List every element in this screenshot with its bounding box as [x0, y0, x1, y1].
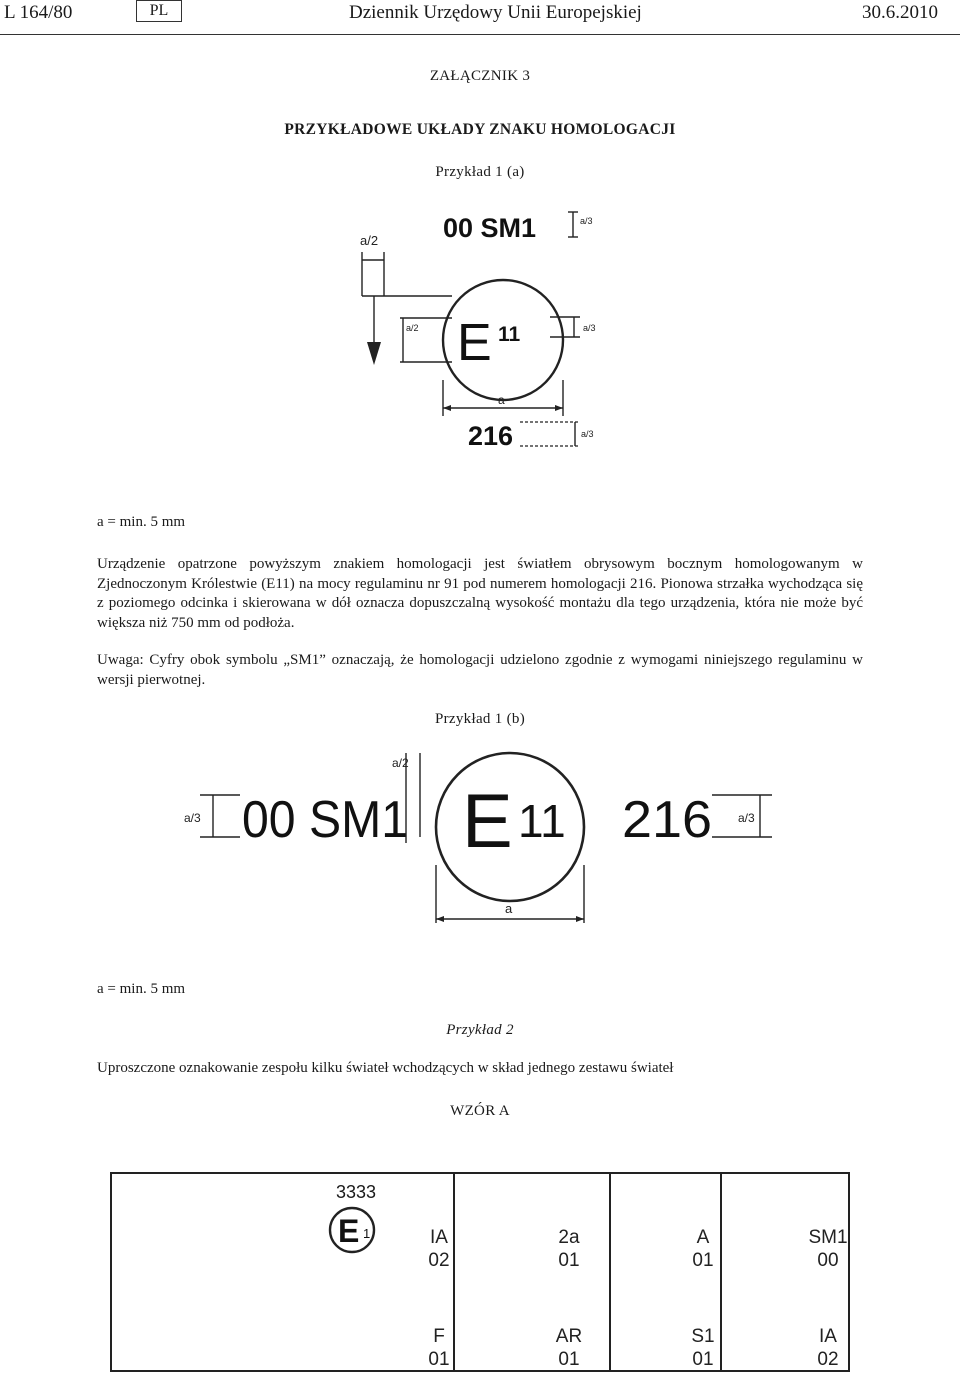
- top-cell-1: IA 02: [428, 1227, 450, 1271]
- top-cell-4: SM1 00: [808, 1227, 848, 1271]
- example-1a-min-size: a = min. 5 mm: [97, 514, 186, 530]
- bottom-cell-1: F 01: [428, 1326, 450, 1370]
- language-code: PL: [136, 0, 182, 22]
- top-cell-3: A 01: [692, 1227, 714, 1271]
- fig1a-bottom-label: 216: [468, 421, 514, 451]
- fig1a-top-right-dim: a/3: [580, 216, 593, 226]
- fig1a-left-dim: a/2: [360, 233, 379, 248]
- page-reference: L 164/80: [4, 2, 73, 23]
- arrow-down-icon: [367, 342, 381, 365]
- e-mark-icon: [328, 1204, 388, 1256]
- top-cell-2: 2a 01: [558, 1227, 580, 1271]
- approval-number: 3333: [336, 1182, 377, 1202]
- combined-marking-table: [110, 1172, 850, 1372]
- example-2-description: Uproszczone oznakowanie zespołu kilku świateł wchodzących w skład jednego zestawu świateł: [97, 1060, 674, 1076]
- table-e-letter: E: [338, 1213, 360, 1249]
- bottom-cell-3: S1 01: [691, 1326, 715, 1370]
- example-1a-caption: Przykład 1 (a): [435, 164, 525, 180]
- document-title: PRZYKŁADOWE UKŁADY ZNAKU HOMOLOGACJI: [284, 121, 676, 138]
- example-1b-min-size: a = min. 5 mm: [97, 981, 186, 997]
- fig1a-side-dim-left: a/2: [406, 323, 419, 333]
- table-country: 1: [363, 1226, 371, 1241]
- paragraph-description: Urządzenie opatrzone powyższym znakiem homologacji jest światłem obrysowym bocznym homologowanym w Zjednoczonym Królestwie (E11) na mocy regulaminu nr 91 pod numerem homologacji 216. Pionowa strzałka wychodząca się z poziomego odcinka i skierowana w dół oznacza dopuszczalną wysokość montażu dla tego urządzenia, która nie może być większa niż 750 mm od podłoża.: [97, 556, 863, 631]
- fig1b-left-text: 00 SM1: [242, 791, 408, 849]
- approval-mark-1b-figure: [180, 745, 780, 930]
- header-rule: [0, 34, 960, 35]
- bottom-cell-4: IA 02: [817, 1326, 839, 1370]
- publication-date: 30.6.2010: [862, 2, 938, 23]
- example-2-caption: Przykład 2: [446, 1022, 514, 1038]
- annex-heading: ZAŁĄCZNIK 3: [429, 68, 531, 84]
- fig1a-bottom-dim: a/3: [581, 429, 594, 439]
- bottom-cell-2: AR 01: [555, 1326, 583, 1370]
- fig1b-top-dim: a/2: [392, 756, 409, 770]
- fig1a-top-label: 00 SM1: [443, 213, 537, 243]
- fig1a-country: 11: [498, 323, 521, 346]
- fig1b-e-letter: E: [462, 779, 513, 864]
- approval-mark-1a-figure: [340, 200, 620, 460]
- fig1b-right-text: 216: [622, 791, 712, 849]
- paragraph-note: Uwaga: Cyfry obok symbolu „SM1” oznaczają, że homologacji udzielono zgodnie z wymogami niniejszego regulaminu w wersji pierwotnej.: [97, 652, 863, 688]
- fig1b-left-dim: a/3: [184, 811, 201, 825]
- fig1b-width-dim: a: [505, 901, 513, 916]
- pattern-a-heading: WZÓR A: [450, 1103, 510, 1119]
- journal-title: Dziennik Urzędowy Unii Europejskiej: [349, 2, 642, 23]
- fig1b-country: 11: [518, 795, 566, 847]
- fig1a-side-dim-right: a/3: [583, 323, 596, 333]
- example-1b-caption: Przykład 1 (b): [434, 711, 525, 727]
- fig1a-width-dim: a: [498, 393, 505, 407]
- fig1b-right-dim: a/3: [738, 811, 755, 825]
- fig1a-e-letter: E: [457, 314, 492, 372]
